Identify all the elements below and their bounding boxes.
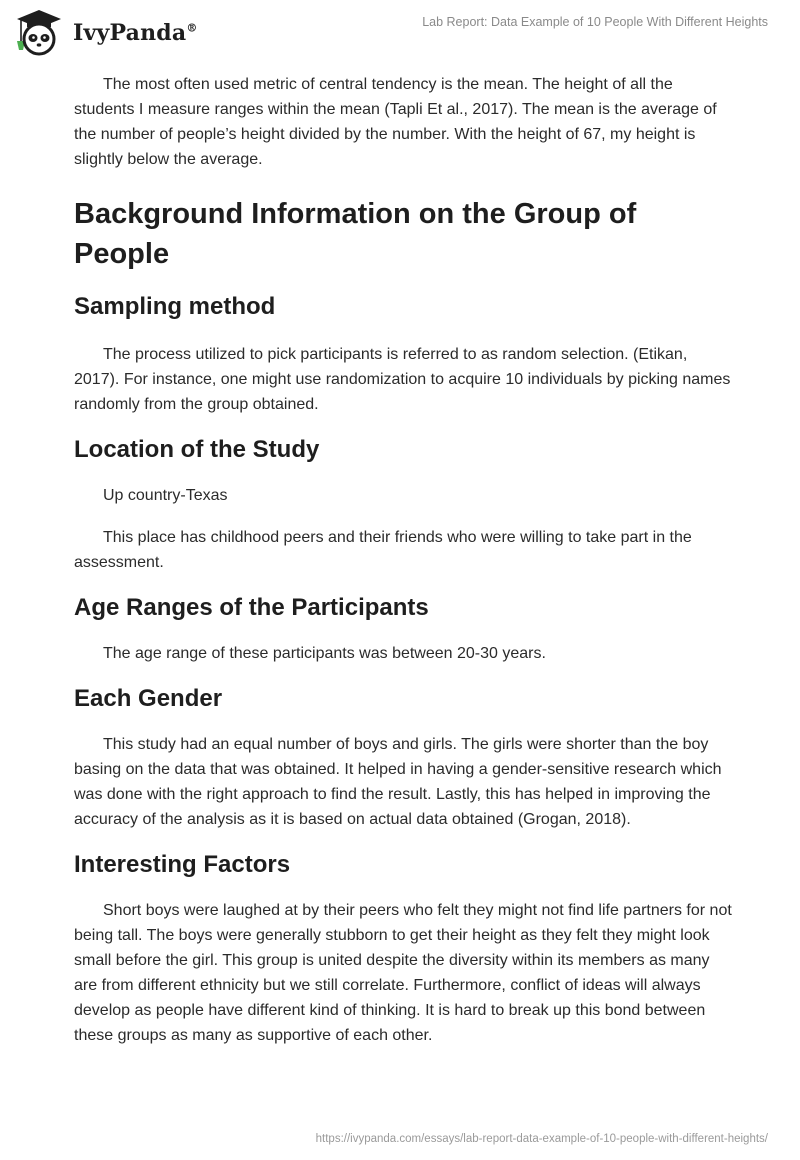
age-paragraph: The age range of these participants was between 20-30 years. [103, 645, 546, 662]
sampling-heading: Sampling method [74, 293, 276, 320]
factors-heading: Interesting Factors [74, 851, 291, 878]
intro-paragraph: The most often used metric of central tendency is the mean. The height of all the students I measure ranges within the mean (Tapli Et al., 2017). The mean is the average of the number of people’s height divided by the number. With the height of 67, my height is slightly below the average. [74, 76, 717, 168]
document-title: Lab Report: Data Example of 10 People With Different Heights [422, 15, 768, 29]
gender-heading: Each Gender [74, 685, 223, 712]
age-heading: Age Ranges of the Participants [74, 594, 429, 621]
brand-name: IvyPanda® [73, 20, 198, 46]
factors-paragraph: Short boys were laughed at by their peers who felt they might not find life partners for not being tall. The boys were generally stubborn to get their height as they felt they might look small before the girl. This group is united despite the diversity within its members as many are from different ethnicity but we still correlate. Furthermore, conflict of ideas will always develop as people have different kind of thinking. It is hard to break up this bond between these groups as many as supportive of each other. [74, 902, 732, 1044]
page-header [0, 0, 800, 62]
location-place: Up country-Texas [103, 487, 228, 504]
section-heading: Background Information on the Group of People [74, 198, 637, 270]
panda-graduate-icon [14, 8, 64, 58]
logo[interactable] [14, 8, 198, 58]
location-paragraph: This place has childhood peers and their friends who were willing to take part in the assessment. [74, 529, 692, 571]
location-heading: Location of the Study [74, 436, 320, 463]
sampling-paragraph: The process utilized to pick participants is referred to as random selection. (Etikan, 2017). For instance, one might use randomization to acquire 10 individuals by picking names randomly from the group obtained. [74, 346, 731, 413]
article-body [74, 72, 734, 1048]
gender-paragraph: This study had an equal number of boys and girls. The girls were shorter than the boy basing on the data that was obtained. It helped in having a gender-sensitive research which was done with the right approach to find the result. Lastly, this has helped in improving the accuracy of the analysis as it is based on actual data obtained (Grogan, 2018). [74, 736, 722, 828]
source-url-link[interactable]: https://ivypanda.com/essays/lab-report-data-example-of-10-people-with-different-heights/ [315, 1133, 768, 1145]
